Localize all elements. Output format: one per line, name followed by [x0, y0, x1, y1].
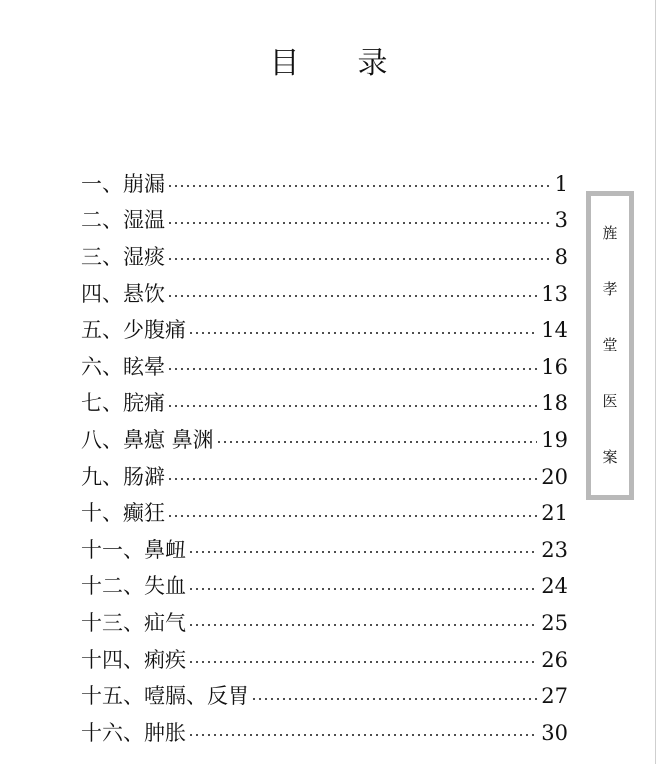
side-tab-char: 堂 [602, 335, 618, 354]
toc-page-number: 19 [541, 427, 568, 452]
toc-entry-8[interactable] [81, 422, 568, 459]
title-char-2: 录 [357, 46, 388, 81]
side-tab-char: 案 [602, 447, 618, 466]
toc-leader-dots [167, 405, 537, 407]
toc-entry-9[interactable] [81, 459, 568, 496]
toc-entry-14[interactable] [81, 642, 568, 679]
toc-leader-dots [188, 332, 537, 334]
toc-entry-13[interactable] [81, 605, 568, 642]
toc-page-number: 16 [541, 354, 568, 379]
toc-page-number: 23 [541, 537, 568, 562]
toc-page-number: 27 [541, 684, 568, 709]
toc-page-number: 24 [541, 574, 568, 599]
side-tab-char: 孝 [602, 280, 618, 299]
toc-leader-dots [167, 295, 537, 297]
toc-page-number: 14 [541, 318, 568, 343]
side-tab-char: 医 [602, 391, 618, 410]
toc-entry-12[interactable] [81, 569, 568, 606]
toc-page-number: 13 [541, 281, 568, 306]
toc-leader-dots [167, 222, 550, 224]
toc-page-number: 20 [541, 464, 568, 489]
toc-label: 八、鼻瘜 鼻渊 [81, 427, 214, 452]
toc-label: 十三、疝气 [81, 610, 186, 635]
toc-entry-6[interactable] [81, 349, 568, 386]
toc-page-number: 30 [541, 720, 568, 745]
toc-leader-dots [216, 441, 538, 443]
toc-label: 一、崩漏 [81, 171, 165, 196]
toc-leader-dots [188, 734, 537, 736]
toc-entry-1[interactable] [81, 166, 568, 203]
toc-label: 七、脘痛 [81, 391, 165, 416]
toc-page-number: 21 [541, 501, 568, 526]
title-char-1: 目 [269, 46, 300, 81]
side-tab-book-title [586, 191, 634, 500]
toc-label: 十四、痢疾 [81, 647, 186, 672]
toc-label: 十五、噎膈、反胃 [81, 684, 249, 709]
toc-leader-dots [188, 588, 537, 590]
toc-entry-16[interactable] [81, 715, 568, 752]
toc-entry-7[interactable] [81, 386, 568, 423]
toc-page-number: 18 [541, 391, 568, 416]
toc-entry-15[interactable] [81, 678, 568, 715]
toc-leader-dots [167, 515, 537, 517]
toc-label: 四、悬饮 [81, 281, 165, 306]
side-tab-char: 旌 [602, 224, 618, 243]
toc-label: 十、癫狂 [81, 501, 165, 526]
toc-entry-11[interactable] [81, 532, 568, 569]
toc-page-number: 1 [554, 171, 568, 196]
toc-page-number: 8 [554, 244, 568, 269]
toc-label: 二、湿温 [81, 208, 165, 233]
toc-leader-dots [188, 551, 537, 553]
table-of-contents [81, 166, 568, 752]
toc-leader-dots [167, 478, 537, 480]
toc-leader-dots [188, 624, 537, 626]
toc-page-number: 3 [554, 208, 568, 233]
toc-entry-3[interactable] [81, 239, 568, 276]
toc-label: 六、眩晕 [81, 354, 165, 379]
toc-leader-dots [167, 258, 550, 260]
toc-leader-dots [251, 698, 537, 700]
toc-page-number: 25 [541, 610, 568, 635]
toc-label: 三、湿痰 [81, 244, 165, 269]
toc-entry-10[interactable] [81, 495, 568, 532]
toc-label: 五、少腹痛 [81, 318, 186, 343]
toc-leader-dots [167, 185, 550, 187]
toc-leader-dots [167, 368, 537, 370]
toc-label: 九、肠澼 [81, 464, 165, 489]
toc-label: 十二、失血 [81, 574, 186, 599]
page-edge-line [655, 0, 656, 764]
toc-label: 十一、鼻衄 [81, 537, 186, 562]
toc-entry-2[interactable] [81, 203, 568, 240]
toc-page-number: 26 [541, 647, 568, 672]
page-title [0, 38, 657, 82]
toc-leader-dots [188, 661, 537, 663]
toc-label: 十六、肿胀 [81, 720, 186, 745]
toc-entry-4[interactable] [81, 276, 568, 313]
toc-entry-5[interactable] [81, 312, 568, 349]
